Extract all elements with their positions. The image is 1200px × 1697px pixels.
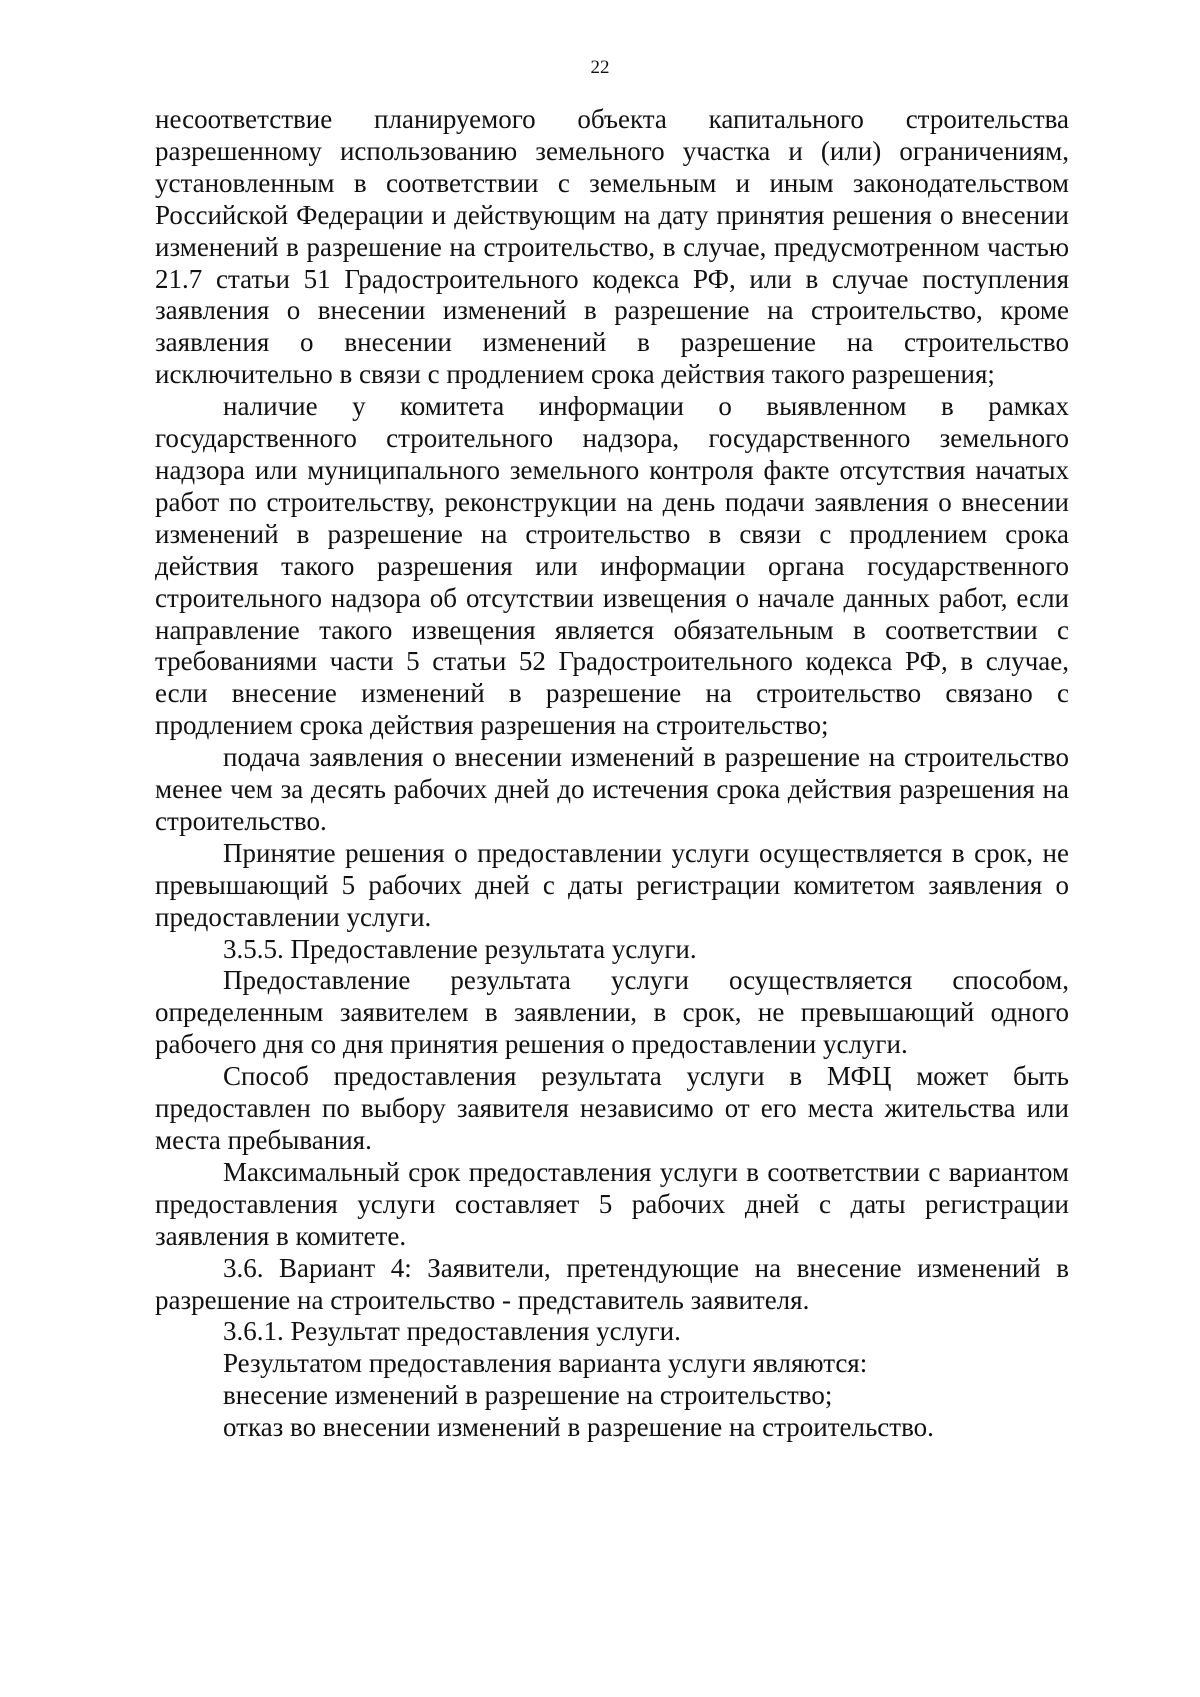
document-body: [155, 104, 1069, 1444]
paragraph-results-intro: Результатом предоставления варианта услуги являются:: [223, 1348, 868, 1379]
page-number: 22: [590, 57, 610, 78]
paragraph-mfc-delivery: Способ предоставления результата услуги в МФЦ может быть предоставлен по выбору заявителя независимо от его места жительства или места пребывания.: [155, 1061, 1069, 1155]
list-item-refusal: отказ во внесении изменений в разрешение на строительство.: [223, 1412, 934, 1443]
paragraph-no-works-ground: наличие у комитета информации о выявленном в рамках государственного строительного надзора, государственного земельного надзора или муниципального земельного контроля факте отсутствия начатых работ по строительству, реконструкции на день подачи заявления о внесении изменений в разрешение на строительство в связи с продлением срока действия такого разрешения или информации органа государственного строительного надзора об отсутствии извещения о начале данных работ, если направление такого извещения является обязательным в соответствии с требованиями части 5 статьи 52 Градостроительного кодекса РФ, в случае, если внесение изменений в разрешение на строительство связано с продлением срока действия разрешения на строительство;: [155, 391, 1069, 741]
list-item-changes: внесение изменений в разрешение на строительство;: [223, 1380, 833, 1411]
paragraph-decision-term: Принятие решения о предоставлении услуги осуществляется в срок, не превышающий 5 рабочих дней с даты регистрации комитетом заявления о предоставлении услуги.: [155, 837, 1069, 932]
paragraph-result-delivery: Предоставление результата услуги осуществляется способом, определенным заявителем в заявлении, в срок, не превышающий одного рабочего дня со дня принятия решения о предоставлении услуги.: [155, 965, 1069, 1060]
section-heading-3-6-1: 3.6.1. Результат предоставления услуги.: [223, 1316, 681, 1347]
paragraph-late-application-ground: подача заявления о внесении изменений в разрешение на строительство менее чем за десять рабочих дней до истечения срока действия разрешения на строительство.: [155, 742, 1069, 836]
paragraph-discrepancy-ground: несоответствие планируемого объекта капитального строительства разрешенному использованию земельного участка и (или) ограничениям, установленным в соответствии с земельным и иным законодательством Российской Федерации и действующим на дату принятия решения о внесении изменений в разрешение на строительство, в случае, предусмотренном частью 21.7 статьи 51 Градостроительного кодекса РФ, или в случае поступления заявления о внесении изменений в разрешение на строительство, кроме заявления о внесении изменений в разрешение на строительство исключительно в связи с продлением срока действия такого разрешения;: [155, 104, 1069, 390]
paragraph-max-term: Максимальный срок предоставления услуги в соответствии с вариантом предоставления услуги составляет 5 рабочих дней с даты регистрации заявления в комитете.: [155, 1156, 1069, 1251]
section-heading-3-6: 3.6. Вариант 4: Заявители, претендующие на внесение изменений в разрешение на строительство - представитель заявителя.: [155, 1252, 1069, 1315]
section-heading-3-5-5: 3.5.5. Предоставление результата услуги.: [223, 933, 697, 964]
